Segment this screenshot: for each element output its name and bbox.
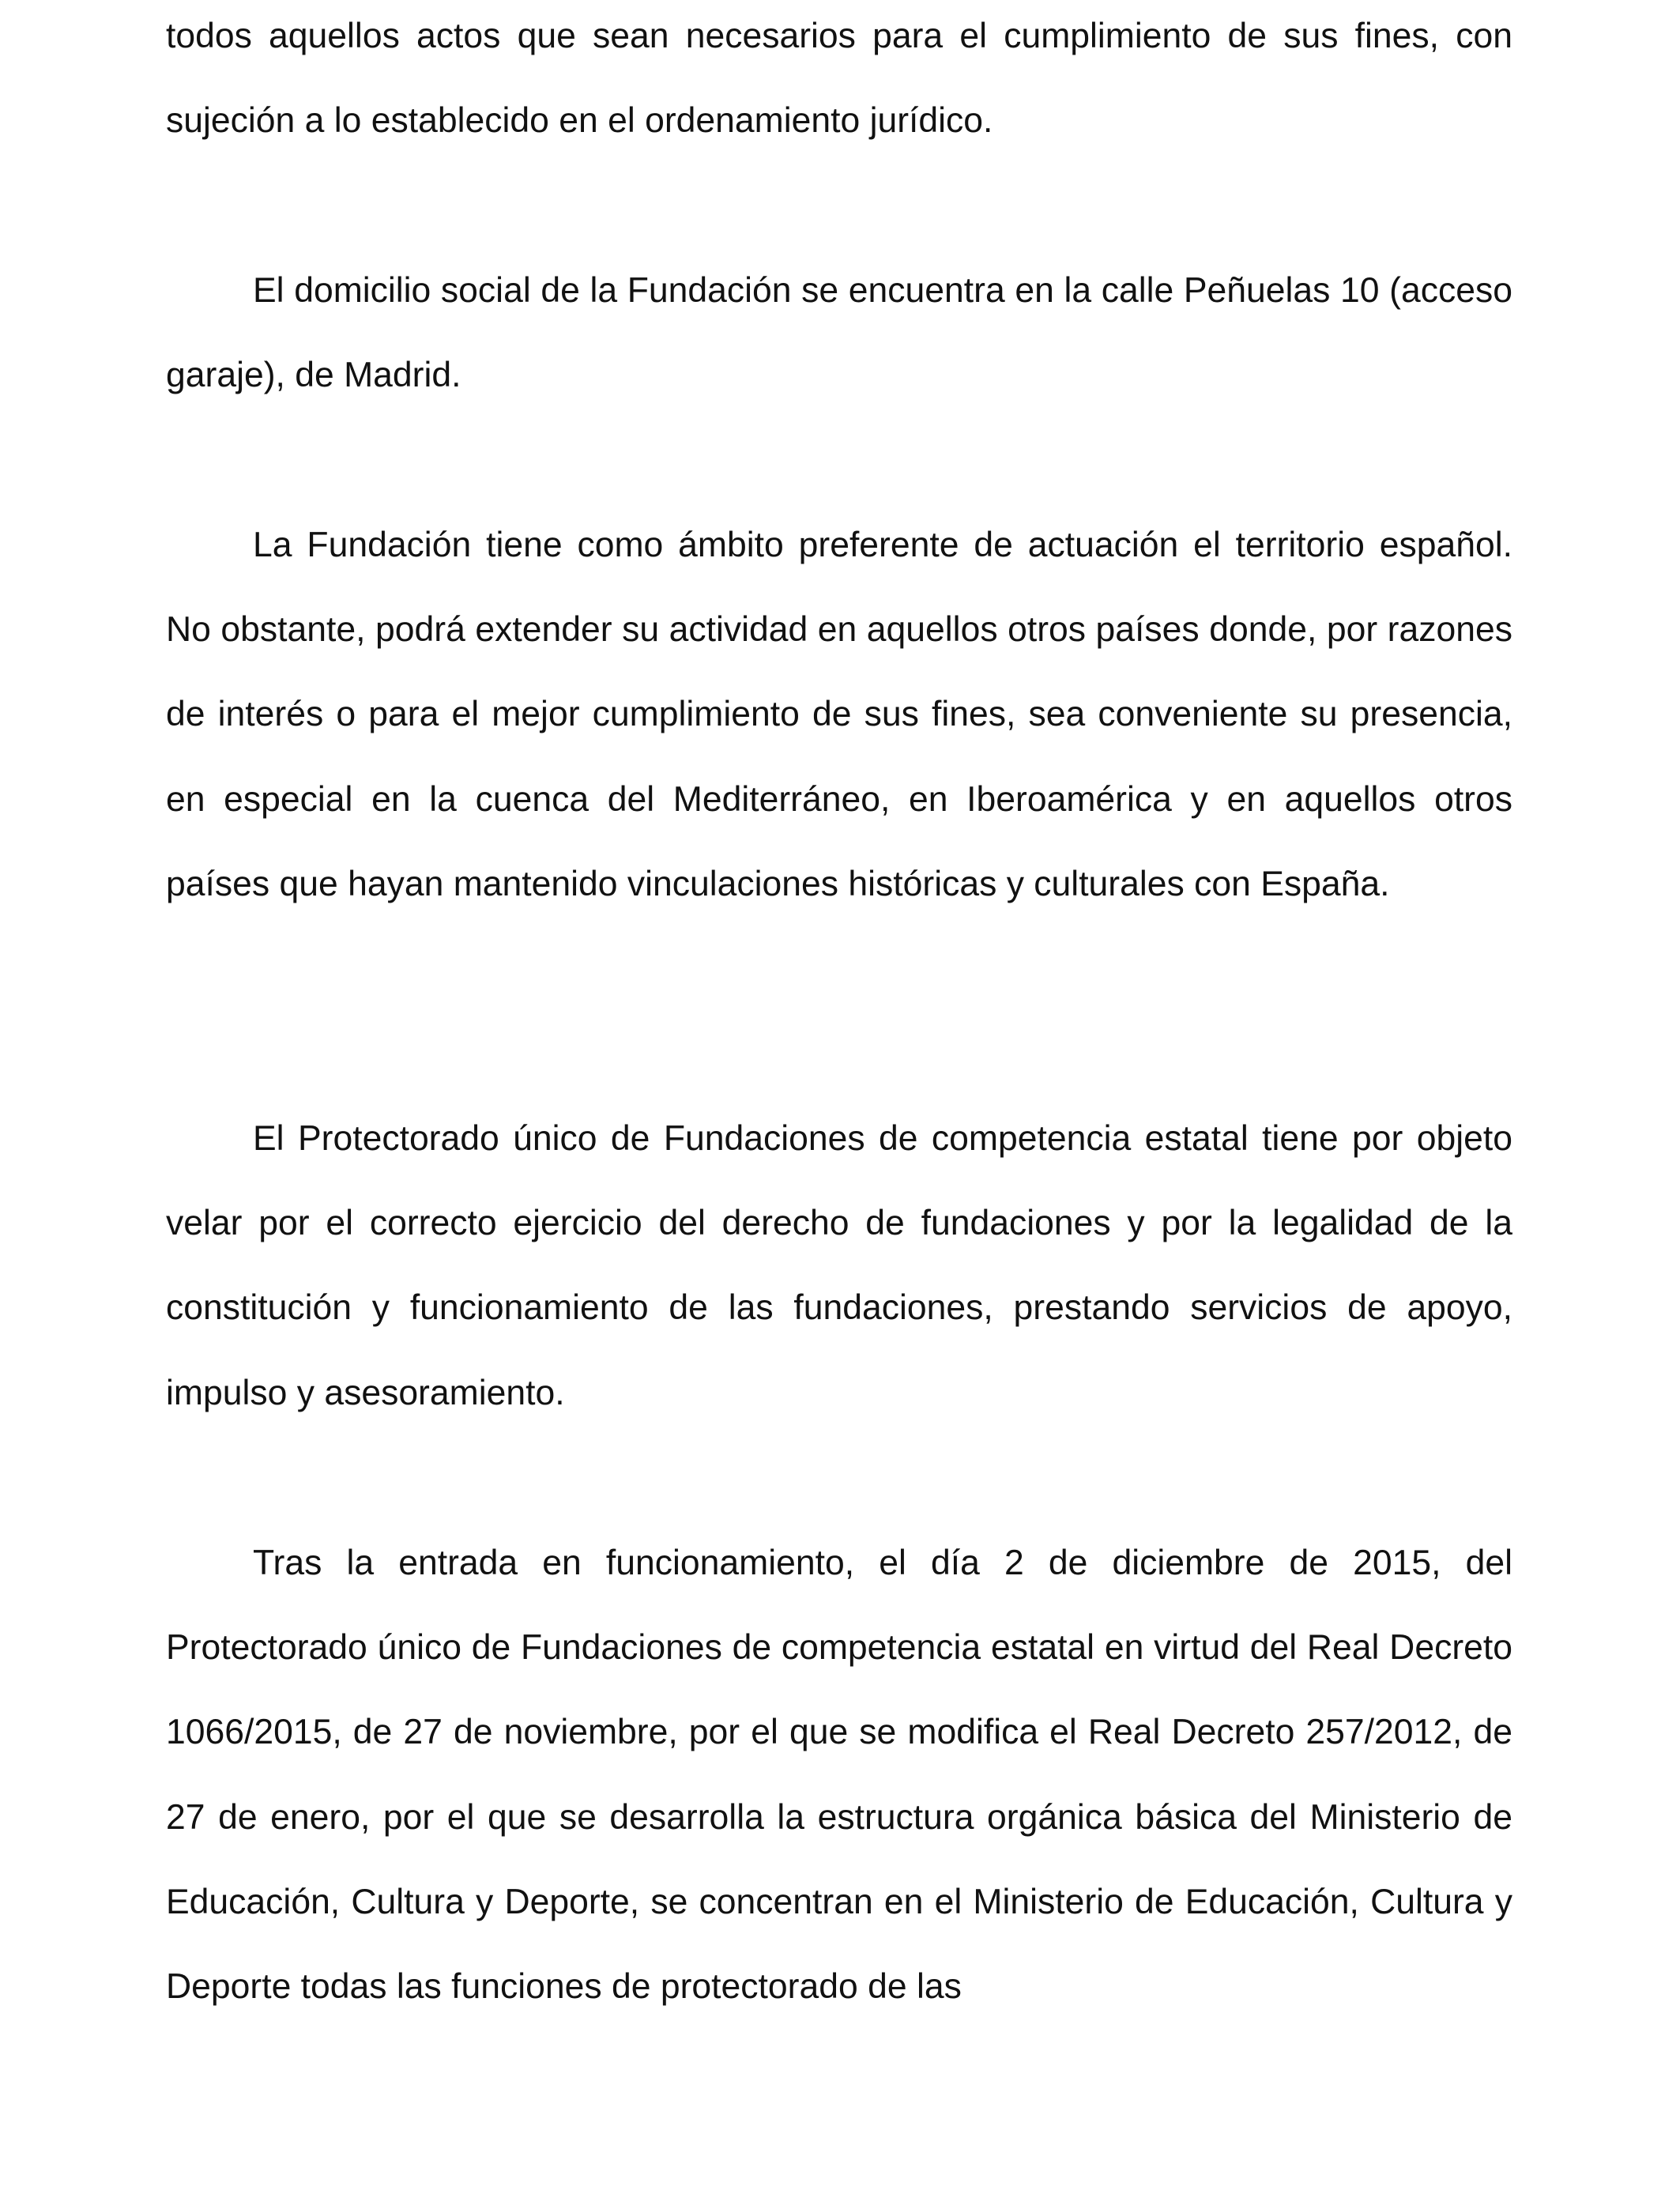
paragraph-domicilio: El domicilio social de la Fundación se encuentra en la calle Peñuelas 10 (acceso garaje), de Madrid. bbox=[166, 271, 1512, 395]
paragraph-ambito: La Fundación tiene como ámbito preferente de actuación el territorio español. No obstante, podrá extender su actividad en aquellos otros países donde, por razones de interés o para el mejor cumplimiento de sus fines, sea conveniente su presencia, en especial en la cuenca del Mediterráneo, en Iberoamérica y en aquellos otros países que hayan mantenido vinculaciones históricas y culturales con España. bbox=[166, 526, 1512, 903]
paragraph-funcionamiento: Tras la entrada en funcionamiento, el día 2 de diciembre de 2015, del Protectorado único de Fundaciones de competencia estatal en virtud del Real Decreto 1066/2015, de 27 de noviembre, por el que se modifica el Real Decreto 257/2012, de 27 de enero, por el que se desarrolla la estructura orgánica básica del Ministerio de Educación, Cultura y Deporte, se concentran en el Ministerio de Educación, Cultura y Deporte todas las funciones de protectorado de las bbox=[166, 1544, 1512, 2007]
paragraph-continuation: todos aquellos actos que sean necesarios para el cumplimiento de sus fines, con sujeción a lo establecido en el ordenamiento jurídico. bbox=[166, 17, 1512, 141]
paragraph-protectorado: El Protectorado único de Fundaciones de competencia estatal tiene por objeto velar por el correcto ejercicio del derecho de fundaciones y por la legalidad de la constitución y funcionamiento de las fundaciones, prestando servicios de apoyo, impulso y asesoramiento. bbox=[166, 1119, 1512, 1412]
